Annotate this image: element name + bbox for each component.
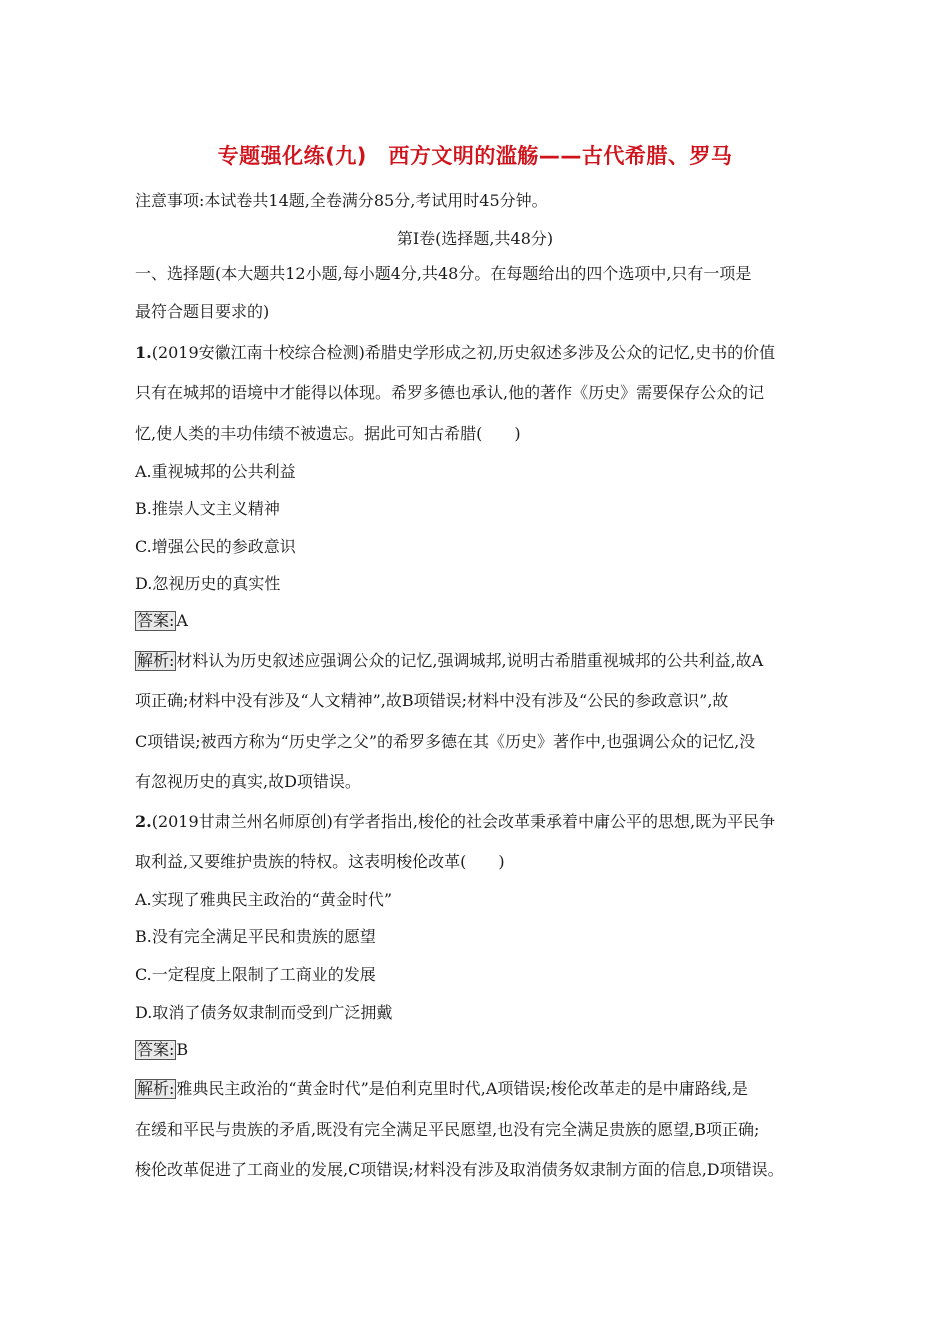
question-1-analysis-line: C项错误;被西方称为“历史学之父”的希罗多德在其《历史》著作中,也强调公众的记忆,没 [135, 732, 756, 751]
question-2-option-c: C.一定程度上限制了工商业的发展 [135, 965, 376, 984]
question-text: (2019甘肃兰州名师原创)有学者指出,梭伦的社会改革秉承着中庸公平的思想,既为平民争 [151, 812, 776, 831]
analysis-text: 材料认为历史叙述应强调公众的记忆,强调城邦,说明古希腊重视城邦的公共利益,故A [176, 651, 764, 670]
question-2-analysis-line: 在缓和平民与贵族的矛盾,既没有完全满足平民愿望,也没有完全满足贵族的愿望,B项正确; [135, 1120, 760, 1139]
question-1-answer [135, 611, 188, 631]
question-1-option-b: B.推崇人文主义精神 [135, 499, 280, 518]
section-heading: 第Ⅰ卷(选择题,共48分) [396, 229, 554, 248]
question-2-answer [135, 1040, 188, 1060]
question-1-option-c: C.增强公民的参政意识 [135, 537, 296, 556]
question-1-analysis-line: 项正确;材料中没有涉及“人文精神”,故B项错误;材料中没有涉及“公民的参政意识”,故 [135, 691, 729, 710]
question-1-analysis-line [135, 651, 763, 671]
page-title: 专题强化练(九) 西方文明的滥觞——古代希腊、罗马 [217, 144, 733, 168]
part-intro-line: 最符合题目要求的) [135, 302, 270, 321]
analysis-label-box: 解析: [137, 1079, 175, 1098]
question-2-option-d: D.取消了债务奴隶制而受到广泛拥戴 [135, 1003, 393, 1022]
question-2-analysis-line [135, 1079, 748, 1099]
question-2-option-a: A.实现了雅典民主政治的“黄金时代” [135, 890, 393, 909]
question-1-analysis-line: 有忽视历史的真实,故D项错误。 [135, 772, 361, 791]
question-number: 2. [135, 812, 152, 831]
analysis-label-box: 解析: [137, 651, 175, 670]
exam-notice: 注意事项:本试卷共14题,全卷满分85分,考试用时45分钟。 [135, 191, 548, 210]
question-1-option-a: A.重视城邦的公共利益 [135, 462, 296, 481]
question-2-stem-line [135, 812, 775, 832]
question-text: (2019安徽江南十校综合检测)希腊史学形成之初,历史叙述多涉及公众的记忆,史书的价值 [151, 343, 776, 362]
question-2-analysis-line: 梭伦改革促进了工商业的发展,C项错误;材料没有涉及取消债务奴隶制方面的信息,D项错误。 [135, 1160, 784, 1179]
question-2-stem-line: 取利益,又要维护贵族的特权。这表明梭伦改革( ) [135, 852, 505, 871]
question-number: 1. [135, 343, 152, 362]
question-1-stem-line: 忆,使人类的丰功伟绩不被遗忘。据此可知古希腊( ) [135, 424, 521, 443]
question-2-option-b: B.没有完全满足平民和贵族的愿望 [135, 927, 376, 946]
question-1-stem-line [135, 343, 775, 363]
question-1-stem-line: 只有在城邦的语境中才能得以体现。希罗多德也承认,他的著作《历史》需要保存公众的记 [135, 383, 765, 402]
answer-label-box: 答案: [137, 611, 175, 630]
question-1-option-d: D.忽视历史的真实性 [135, 574, 281, 593]
part-intro-line: 一、选择题(本大题共12小题,每小题4分,共48分。在每题给出的四个选项中,只有一项是 [135, 264, 752, 283]
answer-label-box: 答案: [137, 1040, 175, 1059]
analysis-text: 雅典民主政治的“黄金时代”是伯利克里时代,A项错误;梭伦改革走的是中庸路线,是 [176, 1079, 748, 1098]
answer-value: B [176, 1040, 189, 1059]
answer-value: A [176, 611, 188, 630]
